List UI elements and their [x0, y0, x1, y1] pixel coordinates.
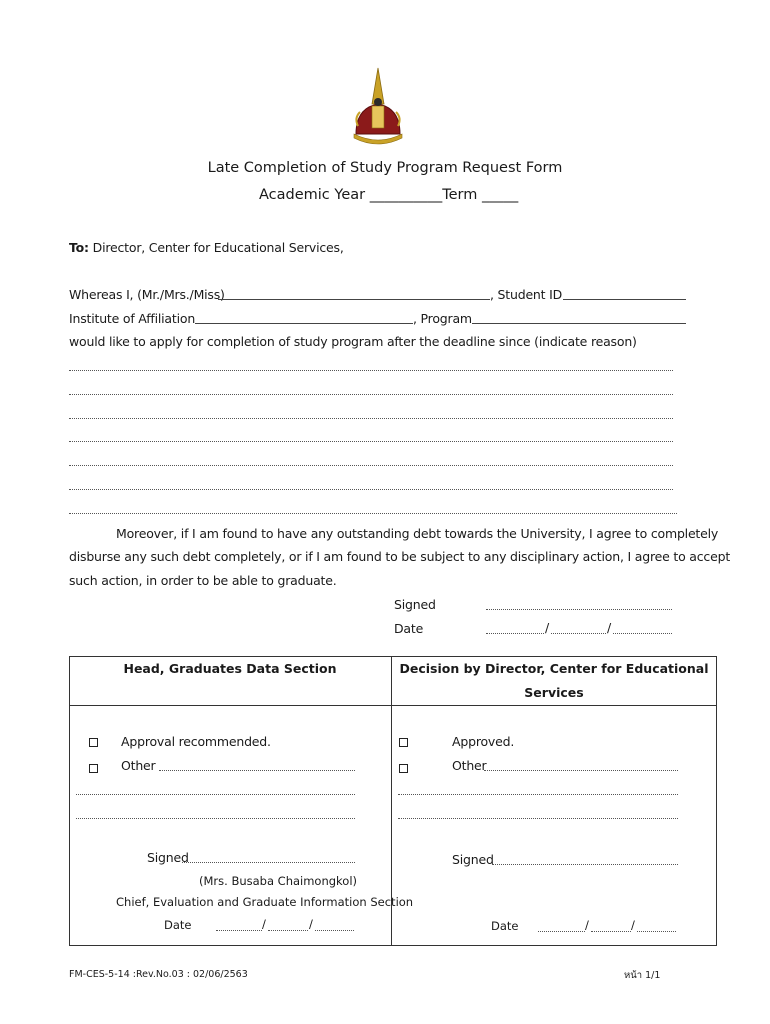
right-signed-label: Signed: [452, 852, 494, 867]
reason-line-7[interactable]: [69, 513, 677, 514]
whereas-label: Whereas I, (Mr./Mrs./Miss): [69, 287, 225, 302]
reason-line-2[interactable]: [69, 394, 673, 395]
right-date-day[interactable]: [538, 931, 585, 932]
date-slash: /: [262, 917, 266, 931]
declaration-line-1: Moreover, if I am found to have any outstanding debt towards the University, I agree to completely: [116, 526, 719, 541]
date-slash: /: [585, 918, 589, 932]
academic-year-label: Academic Year: [259, 187, 366, 203]
right-other-field[interactable]: [484, 770, 678, 771]
institute-field[interactable]: [195, 323, 413, 324]
right-note-line-1[interactable]: [398, 794, 678, 795]
approved-label: Approved.: [452, 734, 515, 749]
left-signed-label: Signed: [147, 850, 189, 865]
approval-recommended-checkbox[interactable]: [89, 738, 98, 747]
date-slash: /: [631, 918, 635, 932]
reason-line-6[interactable]: [69, 489, 673, 490]
reason-line-5[interactable]: [69, 465, 673, 466]
right-column-header-line-1: Decision by Director, Center for Educational: [399, 661, 709, 676]
right-signature-field[interactable]: [492, 864, 678, 865]
left-note-line-2[interactable]: [76, 818, 355, 819]
addressee-line: [69, 240, 344, 255]
applicant-date-month[interactable]: [551, 633, 606, 634]
form-code: FM-CES-5-14 :Rev.No.03 : 02/06/2563: [69, 969, 248, 980]
student-id-label: , Student ID: [490, 287, 563, 302]
left-signature-field[interactable]: [182, 862, 355, 863]
left-other-checkbox[interactable]: [89, 764, 98, 773]
right-column-header-line-2: Services: [524, 685, 584, 700]
to-label: To:: [69, 240, 89, 255]
university-logo: [348, 64, 408, 152]
right-note-line-2[interactable]: [398, 818, 678, 819]
applicant-signed-label: Signed: [394, 597, 436, 612]
declaration-line-2: disburse any such debt completely, or if I am found to be subject to any disciplinary action, I agree to accept: [69, 549, 731, 564]
date-slash: /: [309, 917, 313, 931]
left-other-label: Other: [121, 758, 156, 773]
form-title: Late Completion of Study Program Request Form: [207, 160, 563, 176]
left-note-line-1[interactable]: [76, 794, 355, 795]
reason-line-3[interactable]: [69, 418, 673, 419]
signatory-name: (Mrs. Busaba Chaimongkol): [199, 874, 358, 888]
applicant-signature-field[interactable]: [486, 609, 672, 610]
applicant-date-day[interactable]: [486, 633, 544, 634]
left-column-header: Head, Graduates Data Section: [123, 661, 337, 676]
term-label: Term: [442, 187, 478, 203]
reason-intro: would like to apply for completion of study program after the deadline since (indicate reason): [69, 334, 637, 349]
reason-line-1[interactable]: [69, 370, 673, 371]
right-date-label: Date: [491, 919, 519, 933]
program-field[interactable]: [472, 323, 686, 324]
table-divider-horizontal: [69, 705, 717, 706]
page-number: หน้า 1/1: [624, 970, 661, 981]
name-field[interactable]: [218, 299, 490, 300]
left-date-month[interactable]: [268, 930, 308, 931]
left-other-field[interactable]: [159, 770, 355, 771]
university-seal-icon: [348, 64, 408, 152]
academic-year-line: [259, 187, 518, 203]
date-slash: /: [607, 620, 612, 635]
applicant-date-year[interactable]: [613, 633, 672, 634]
academic-year-field[interactable]: __________: [369, 187, 443, 203]
right-other-checkbox[interactable]: [399, 764, 408, 773]
right-date-month[interactable]: [591, 931, 631, 932]
approved-checkbox[interactable]: [399, 738, 408, 747]
left-date-day[interactable]: [216, 930, 262, 931]
term-field[interactable]: _____: [481, 187, 519, 203]
student-id-field[interactable]: [563, 299, 686, 300]
left-date-year[interactable]: [315, 930, 354, 931]
approval-recommended-label: Approval recommended.: [121, 734, 271, 749]
declaration-line-3: such action, in order to be able to graduate.: [69, 573, 337, 588]
institute-label: Institute of Affiliation: [69, 311, 196, 326]
left-date-label: Date: [164, 918, 192, 932]
program-label: , Program: [413, 311, 472, 326]
date-slash: /: [545, 620, 550, 635]
to-text: Director, Center for Educational Services,: [92, 240, 344, 255]
right-other-label: Other: [452, 758, 487, 773]
reason-line-4[interactable]: [69, 441, 673, 442]
signatory-position: Chief, Evaluation and Graduate Information Section: [116, 895, 414, 909]
applicant-date-label: Date: [394, 621, 424, 636]
right-date-year[interactable]: [637, 931, 676, 932]
